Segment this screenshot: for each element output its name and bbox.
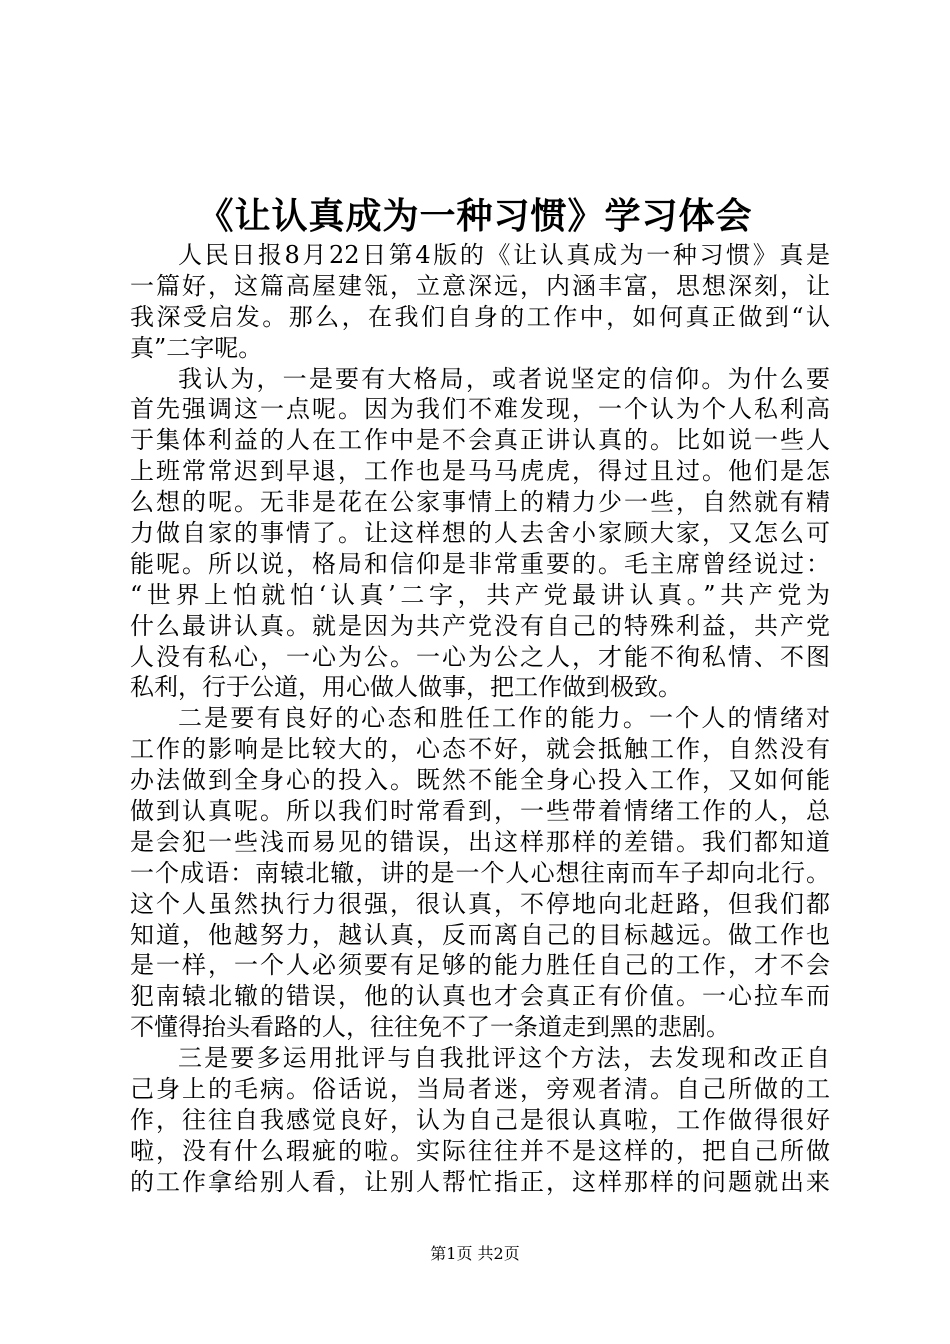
paragraph-line: 于集体利益的人在工作中是不会真正讲认真的。比如说一些人 xyxy=(130,426,830,455)
paragraph-line: 知道，他越努力，越认真，反而离自己的目标越远。做工作也 xyxy=(130,920,830,949)
paragraph-line: 上班常常迟到早退，工作也是马马虎虎，得过且过。他们是怎 xyxy=(130,457,830,486)
paragraph-line: 能呢。所以说，格局和信仰是非常重要的。毛主席曾经说过： xyxy=(130,549,830,578)
paragraph-line: 么想的呢。无非是花在公家事情上的精力少一些，自然就有精 xyxy=(130,488,830,517)
paragraph-line: 一篇好，这篇高屋建瓴，立意深远，内涵丰富，思想深刻，让 xyxy=(130,271,830,300)
paragraph-line: 首先强调这一点呢。因为我们不难发现，一个认为个人私利高 xyxy=(130,395,830,424)
paragraph-line: 人民日报8月22日第4版的《让认真成为一种习惯》真是 xyxy=(178,241,830,269)
paragraph-line: 工作的影响是比较大的，心态不好，就会抵触工作，自然没有 xyxy=(130,735,830,764)
paragraph xyxy=(130,364,830,704)
paragraph xyxy=(130,703,830,1043)
paragraph xyxy=(130,1043,830,1197)
paragraph-line: 什么最讲认真。就是因为共产党没有自己的特殊利益，共产党 xyxy=(130,611,830,640)
paragraph-line: 不懂得抬头看路的人，往往免不了一条道走到黑的悲剧。 xyxy=(130,1013,730,1042)
paragraph-line: 啦，没有什么瑕疵的啦。实际往往并不是这样的，把自己所做 xyxy=(130,1136,830,1165)
paragraph-line: 人没有私心，一心为公。一心为公之人，才能不徇私情、不图 xyxy=(130,642,830,671)
paragraph-line: 二是要有良好的心态和胜任工作的能力。一个人的情绪对 xyxy=(178,704,830,733)
page-footer: 第1页 共2页 xyxy=(430,1244,520,1263)
paragraph-line: 办法做到全身心的投入。既然不能全身心投入工作，又如何能 xyxy=(130,766,830,795)
paragraph-line: 己身上的毛病。俗话说，当局者迷，旁观者清。自己所做的工 xyxy=(130,1075,830,1104)
paragraph-line: 是会犯一些浅而易见的错误，出这样那样的差错。我们都知道 xyxy=(130,827,830,856)
paragraph-line: 我认为，一是要有大格局，或者说坚定的信仰。为什么要 xyxy=(178,364,830,393)
paragraph-line: 力做自家的事情了。让这样想的人去舍小家顾大家，又怎么可 xyxy=(130,519,830,548)
paragraph xyxy=(130,240,830,364)
paragraph-line: 一个成语：南辕北辙，讲的是一个人心想往南而车子却向北行。 xyxy=(130,858,830,887)
document-title: 《让认真成为一种习惯》学习体会 xyxy=(197,195,753,237)
paragraph-line: 是一样，一个人必须要有足够的能力胜任自己的工作，才不会 xyxy=(130,951,830,980)
paragraph-line: 真”二字呢。 xyxy=(130,333,263,362)
paragraph-line: 私利，行于公道，用心做人做事，把工作做到极致。 xyxy=(130,673,682,702)
document-body xyxy=(130,240,830,1198)
paragraph-line: 我深受启发。那么，在我们自身的工作中，如何真正做到“认 xyxy=(130,302,830,331)
paragraph-line: “世界上怕就怕‘认真’二字，共产党最讲认真。”共产党为 xyxy=(130,580,830,609)
paragraph-line: 犯南辕北辙的错误，他的认真也才会真正有价值。一心拉车而 xyxy=(130,982,830,1011)
paragraph-line: 做到认真呢。所以我们时常看到，一些带着情绪工作的人，总 xyxy=(130,797,830,826)
paragraph-line: 这个人虽然执行力很强，很认真，不停地向北赶路，但我们都 xyxy=(130,889,830,918)
paragraph-line: 作，往往自我感觉良好，认为自己是很认真啦，工作做得很好 xyxy=(130,1105,830,1134)
paragraph-line: 的工作拿给别人看，让别人帮忙指正，这样那样的问题就出来 xyxy=(130,1167,830,1196)
paragraph-line: 三是要多运用批评与自我批评这个方法，去发现和改正自 xyxy=(178,1044,830,1073)
